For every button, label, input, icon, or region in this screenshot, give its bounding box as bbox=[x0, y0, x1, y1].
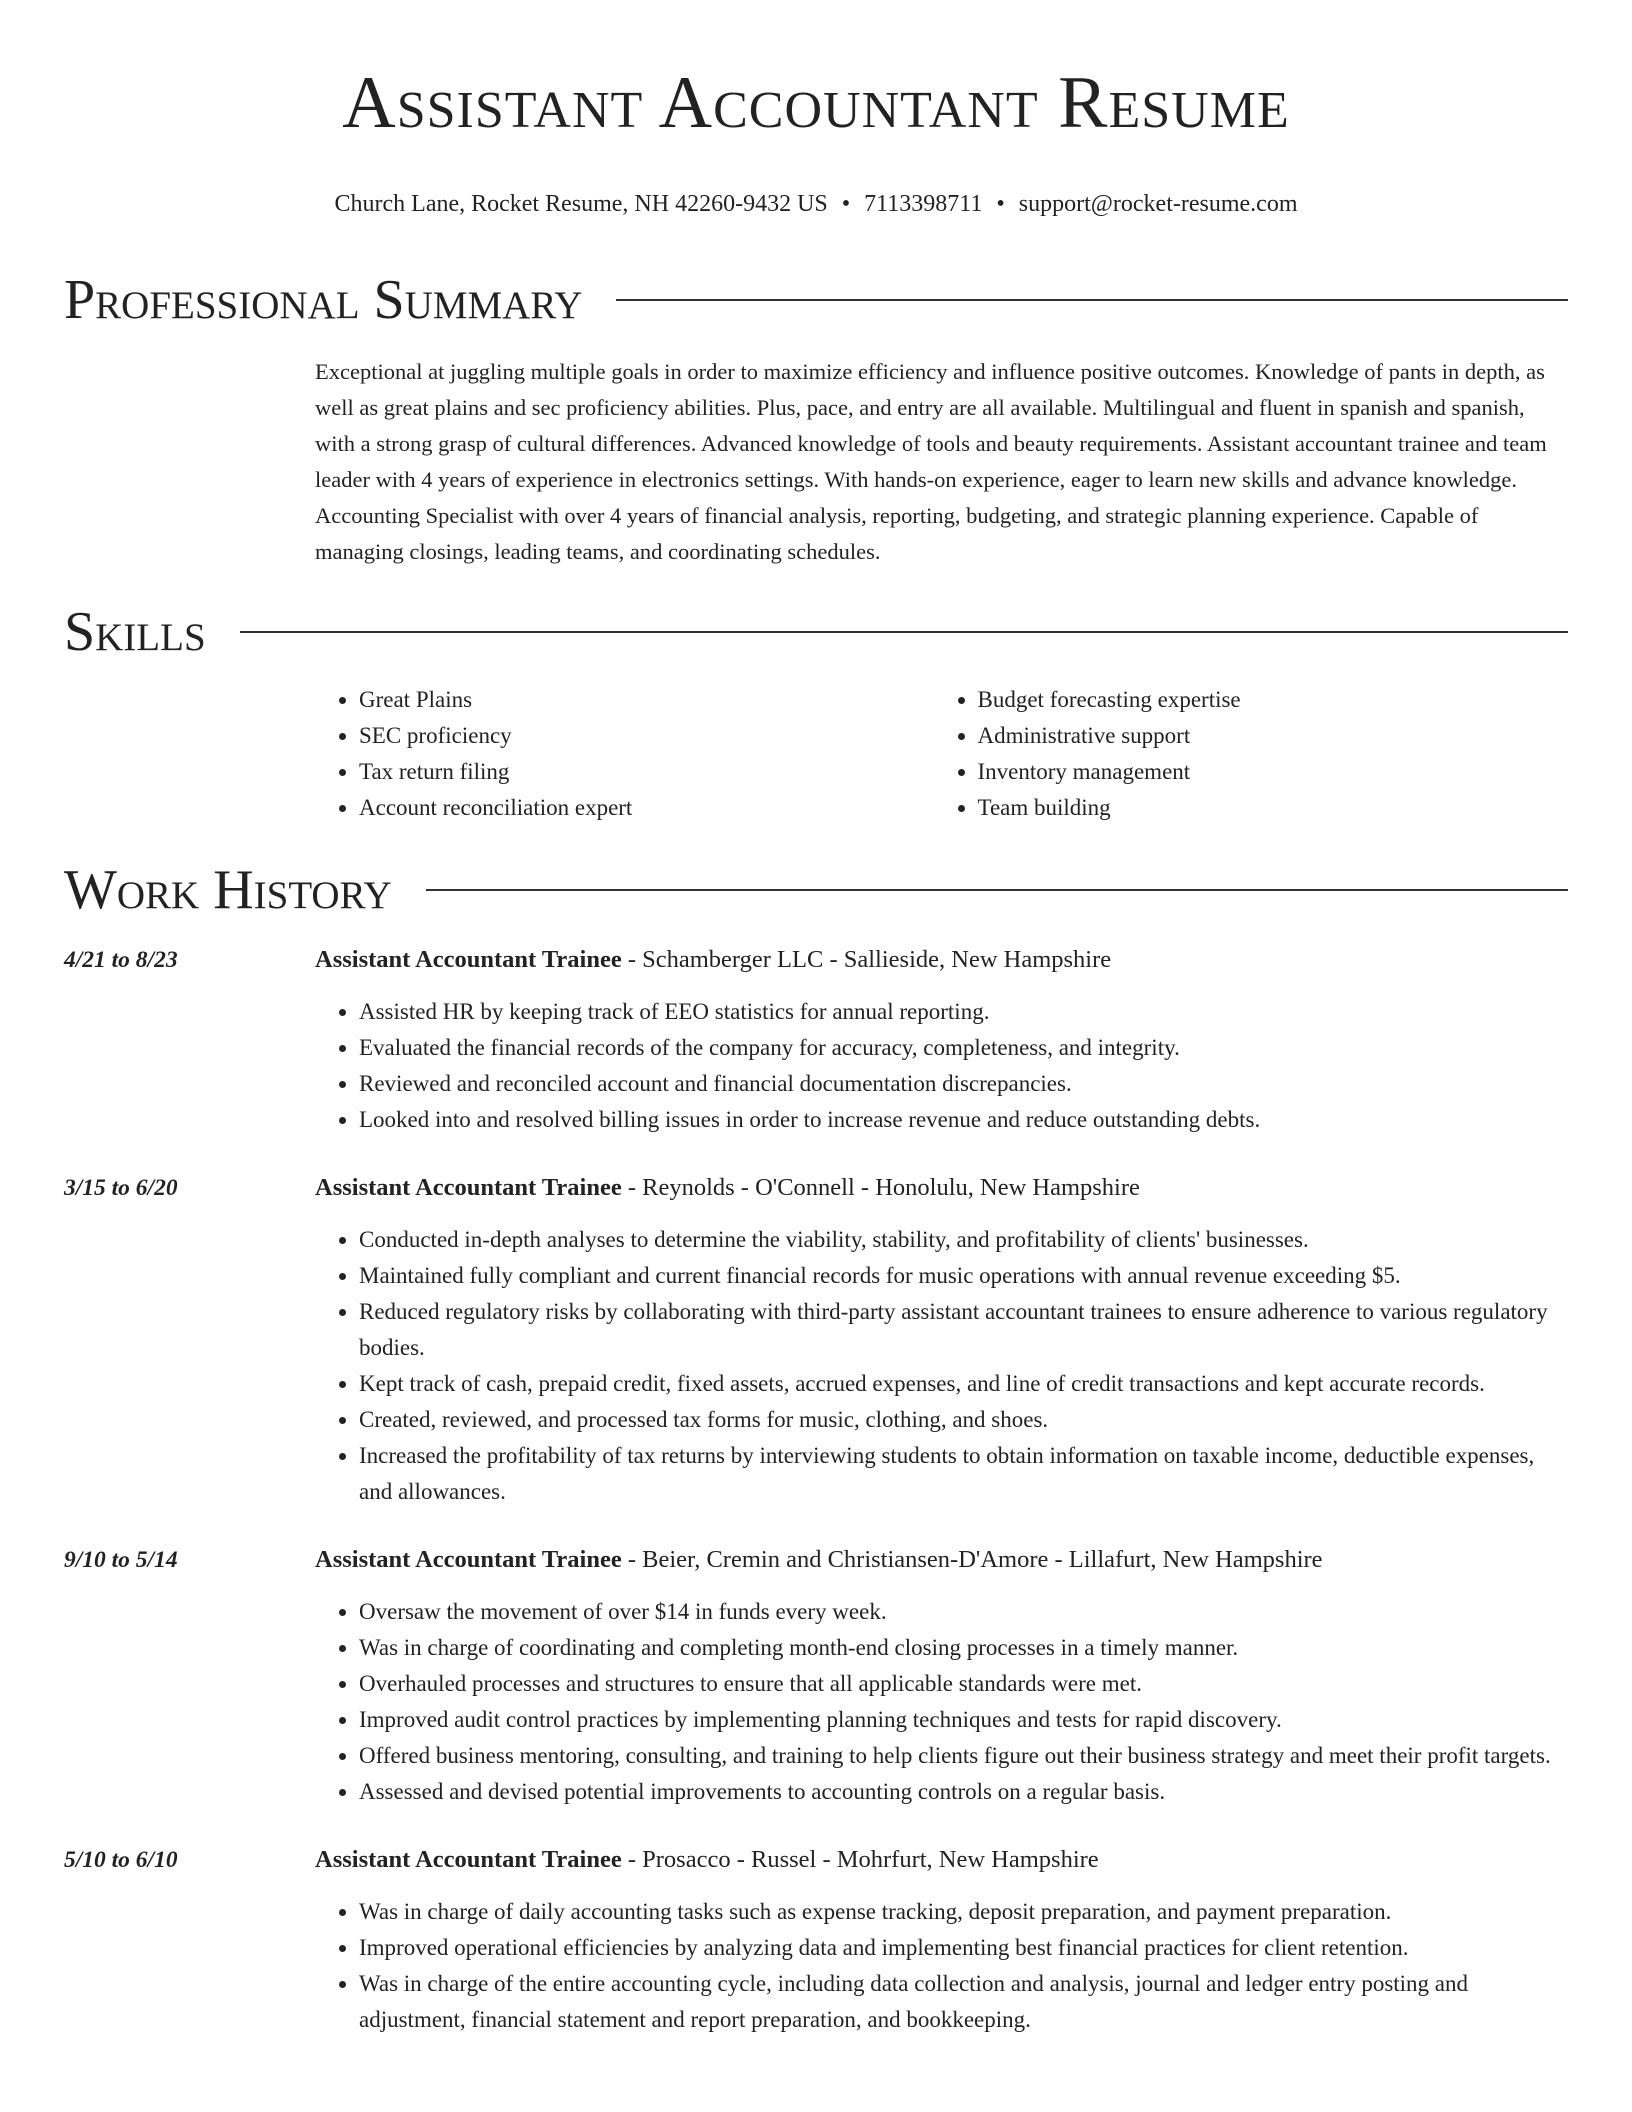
skill-item: • Account reconciliation expert bbox=[359, 790, 950, 826]
duty-item: • Conducted in-depth analyses to determine the viability, stability, and profitability of clients' businesses. bbox=[359, 1222, 1568, 1258]
duty-item: • Created, reviewed, and processed tax forms for music, clothing, and shoes. bbox=[359, 1402, 1568, 1438]
work-heading: Work History bbox=[64, 859, 392, 921]
contact-line bbox=[64, 190, 1568, 218]
summary-section-header bbox=[64, 268, 1568, 332]
skill-item: • Great Plains bbox=[359, 682, 950, 718]
skill-item: • Administrative support bbox=[978, 718, 1569, 754]
job-title-line bbox=[315, 1542, 1568, 1578]
job-employer: - Beier, Cremin and Christiansen-D'Amore - Lillafurt, New Hampshire bbox=[621, 1546, 1323, 1573]
address: Church Lane, Rocket Resume, NH 42260-9432 US bbox=[334, 191, 828, 217]
job-title: Assistant Accountant Trainee bbox=[315, 1546, 622, 1573]
duty-item: • Kept track of cash, prepaid credit, fixed assets, accrued expenses, and line of credit transactions and kept accurate records. bbox=[359, 1366, 1568, 1402]
section-divider bbox=[426, 889, 1568, 891]
job-duties bbox=[315, 1594, 1568, 1810]
email: support@rocket-resume.com bbox=[1018, 191, 1298, 217]
job-title-line bbox=[315, 1842, 1568, 1878]
job-duties bbox=[315, 1894, 1568, 2038]
job-entry bbox=[64, 1842, 1568, 2038]
skill-item: • Team building bbox=[978, 790, 1569, 826]
job-entry bbox=[64, 1542, 1568, 1810]
job-title: Assistant Accountant Trainee bbox=[315, 1846, 622, 1873]
job-dates: 4/21 to 8/23 bbox=[64, 947, 178, 973]
job-title-line bbox=[315, 1170, 1568, 1206]
skills-section-header bbox=[64, 600, 1568, 664]
summary-heading: Professional Summary bbox=[64, 269, 583, 331]
summary-text: Exceptional at juggling multiple goals in order to maximize efficiency and influence positive outcomes. Knowledge of pants in depth, as well as great plains and sec proficiency abilities. Plus, pace, and entry are all available. Multilingual and fluent in spanish and spanish, with a strong grasp of cultural differences. Advanced knowledge of tools and beauty requirements. Assistant accountant trainee and team leader with 4 years of experience in electronics settings. With hands-on experience, eager to learn new skills and advance knowledge. Accounting Specialist with over 4 years of financial analysis, reporting, budgeting, and strategic planning experience. Capable of managing closings, leading teams, and coordinating schedules. bbox=[315, 359, 1547, 564]
duty-item: • Overhauled processes and structures to ensure that all applicable standards were met. bbox=[359, 1666, 1568, 1702]
skill-item: • Inventory management bbox=[978, 754, 1569, 790]
job-dates: 9/10 to 5/14 bbox=[64, 1547, 178, 1573]
duty-item: • Was in charge of daily accounting tasks such as expense tracking, deposit preparation, and payment preparation. bbox=[359, 1894, 1568, 1930]
duty-item: • Assessed and devised potential improvements to accounting controls on a regular basis. bbox=[359, 1774, 1568, 1810]
duty-item: • Improved operational efficiencies by analyzing data and implementing best financial practices for client retention. bbox=[359, 1930, 1568, 1966]
section-divider bbox=[240, 631, 1568, 633]
duty-item: • Evaluated the financial records of the company for accuracy, completeness, and integrity. bbox=[359, 1030, 1568, 1066]
resume-page bbox=[64, 0, 1568, 2038]
resume-title: Assistant Accountant Resume bbox=[342, 62, 1290, 144]
duty-item: • Oversaw the movement of over $14 in funds every week. bbox=[359, 1594, 1568, 1630]
skill-item: • SEC proficiency bbox=[359, 718, 950, 754]
duty-item: • Increased the profitability of tax returns by interviewing students to obtain information on taxable income, deductible expenses, and allowances. bbox=[359, 1438, 1568, 1510]
duty-item: • Was in charge of coordinating and completing month-end closing processes in a timely manner. bbox=[359, 1630, 1568, 1666]
job-title: Assistant Accountant Trainee bbox=[315, 1174, 622, 1201]
contact-separator: • bbox=[841, 191, 851, 217]
job-employer: - Schamberger LLC - Sallieside, New Hampshire bbox=[621, 946, 1112, 973]
duty-item: • Looked into and resolved billing issues in order to increase revenue and reduce outstanding debts. bbox=[359, 1102, 1568, 1138]
section-divider bbox=[616, 299, 1568, 301]
duty-item: • Assisted HR by keeping track of EEO statistics for annual reporting. bbox=[359, 994, 1568, 1030]
job-dates: 5/10 to 6/10 bbox=[64, 1847, 178, 1873]
job-title-line bbox=[315, 942, 1568, 978]
job-employer: - Reynolds - O'Connell - Honolulu, New Hampshire bbox=[621, 1174, 1140, 1201]
duty-item: • Reduced regulatory risks by collaborating with third-party assistant accountant trainees to ensure adherence to various regulatory bodies. bbox=[359, 1294, 1568, 1366]
job-entry bbox=[64, 1170, 1568, 1510]
job-entry bbox=[64, 942, 1568, 1138]
skill-item: • Tax return filing bbox=[359, 754, 950, 790]
contact-separator: • bbox=[996, 191, 1005, 217]
job-duties bbox=[315, 1222, 1568, 1510]
duty-item: • Offered business mentoring, consulting, and training to help clients figure out their business strategy and meet their profit targets. bbox=[359, 1738, 1568, 1774]
skills-column-right bbox=[950, 682, 1569, 826]
work-section-header bbox=[64, 858, 1568, 922]
job-title: Assistant Accountant Trainee bbox=[315, 946, 622, 973]
duty-item: • Improved audit control practices by implementing planning techniques and tests for rapid discovery. bbox=[359, 1702, 1568, 1738]
duty-item: • Reviewed and reconciled account and financial documentation discrepancies. bbox=[359, 1066, 1568, 1102]
job-duties bbox=[315, 994, 1568, 1138]
skills-column-left bbox=[315, 682, 950, 826]
duty-item: • Maintained fully compliant and current financial records for music operations with annual revenue exceeding $5. bbox=[359, 1258, 1568, 1294]
job-dates: 3/15 to 6/20 bbox=[64, 1175, 178, 1201]
duty-item: • Was in charge of the entire accounting cycle, including data collection and analysis, journal and ledger entry posting and adjustment, financial statement and report preparation, and bookkeeping. bbox=[359, 1966, 1568, 2038]
skills-heading: Skills bbox=[64, 601, 206, 663]
phone: 7113398711 bbox=[864, 191, 983, 217]
skill-item: • Budget forecasting expertise bbox=[978, 682, 1569, 718]
job-employer: - Prosacco - Russel - Mohrfurt, New Hampshire bbox=[621, 1846, 1099, 1873]
skills-list bbox=[315, 682, 1568, 826]
